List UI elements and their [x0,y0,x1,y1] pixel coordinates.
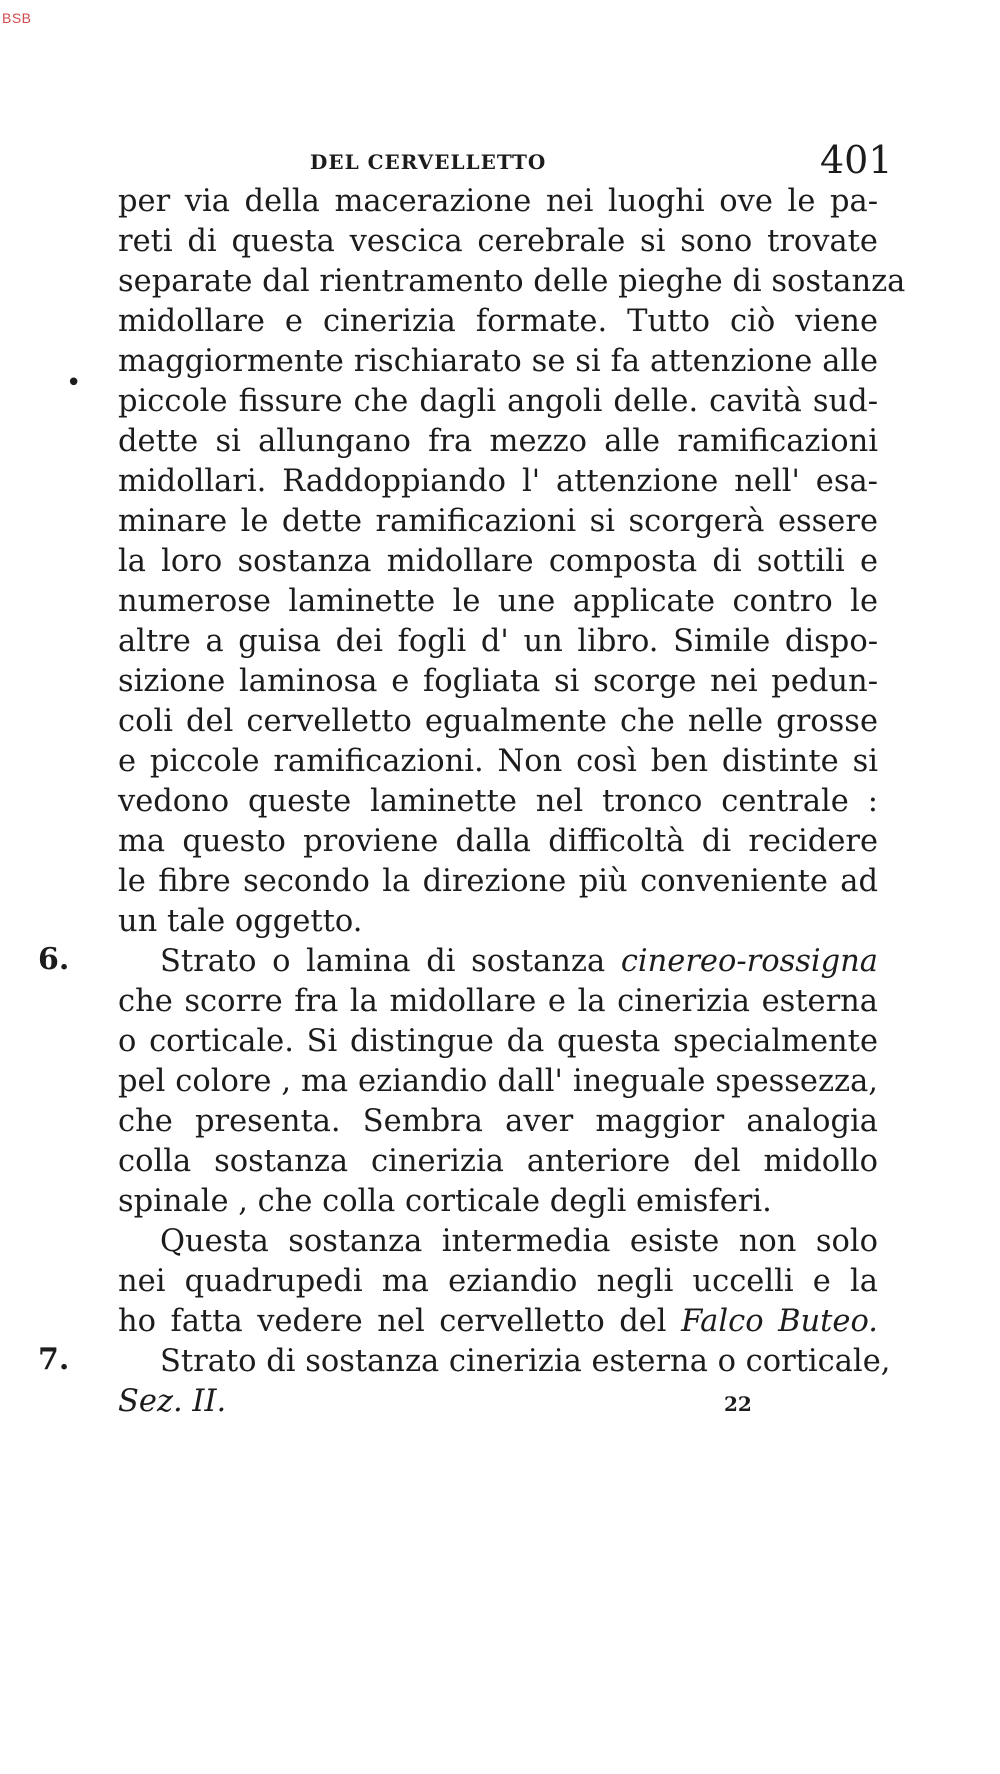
text-line: piccole fissure che dagli angoli delle. cavità sud- [118,384,878,419]
page-number: 401 [820,138,893,182]
section-heading-line [160,942,878,982]
text-line: Questa sostanza intermedia esiste non solo [160,1224,878,1259]
text-line: numerose laminette le une applicate contro le [118,584,878,619]
text-line: vedono queste laminette nel tronco centrale : [118,784,878,819]
text-line: reti di questa vescica cerebrale si sono trovate [118,224,878,259]
text-line: pel colore , ma eziandio dall' ineguale spessezza, [118,1064,878,1099]
text-line: le fibre secondo la direzione più conveniente ad [118,864,878,899]
text-line: minare le dette ramificazioni si scorgerà essere [118,504,878,539]
text-line: maggiormente rischiarato se si fa attenzione alle [118,344,878,379]
margin-dot: • [66,368,82,398]
text-line: altre a guisa dei fogli d' un libro. Simile dispo- [118,624,878,659]
text-line: sizione laminosa e fogliata si scorge nei pedun- [118,664,878,699]
text-line: midollare e cinerizia formate. Tutto ciò viene [118,304,878,339]
section-number: 6. [38,942,70,977]
text-line: nei quadrupedi ma eziandio negli uccelli e la [118,1264,878,1299]
text-line: dette si allungano fra mezzo alle ramificazioni [118,424,878,459]
text-line: spinale , che colla corticale degli emisferi. [118,1184,772,1219]
text-line: o corticale. Si distingue da questa specialmente [118,1024,878,1059]
section-number: 7. [38,1342,70,1377]
text-line: che scorre fra la midollare e la cinerizia esterna [118,984,878,1019]
text-line: separate dal rientramento delle pieghe di sostanza [118,264,906,299]
text-line: per via della macerazione nei luoghi ove le pa- [118,184,878,219]
text-line: e piccole ramificazioni. Non così ben distinte si [118,744,878,779]
text-line: la loro sostanza midollare composta di sottili e [118,544,878,579]
text-line: Strato di sostanza cinerizia esterna o corticale, [160,1344,891,1379]
running-head: DEL CERVELLETTO [310,150,547,174]
species-name: Falco Buteo. [681,1304,878,1339]
signature-mark: Sez. II. [118,1384,227,1419]
text-line: ma questo proviene dalla difficoltà di recidere [118,824,878,859]
heading-italic-term: cinereo-rossigna [620,944,878,979]
sheet-number: 22 [724,1392,752,1416]
library-watermark: BSB [2,10,32,26]
text-line [118,1302,878,1342]
text-line: colla sostanza cinerizia anteriore del midollo [118,1144,878,1179]
text-line: midollari. Raddoppiando l' attenzione nell' esa- [118,464,878,499]
text-line: che presenta. Sembra aver maggior analogia [118,1104,878,1139]
text-line: coli del cervelletto egualmente che nelle grosse [118,704,878,739]
line-text: ho fatta vedere nel cervelletto del [118,1304,682,1339]
heading-text: Strato o lamina di sostanza [160,944,621,979]
text-line: un tale oggetto. [118,904,363,939]
